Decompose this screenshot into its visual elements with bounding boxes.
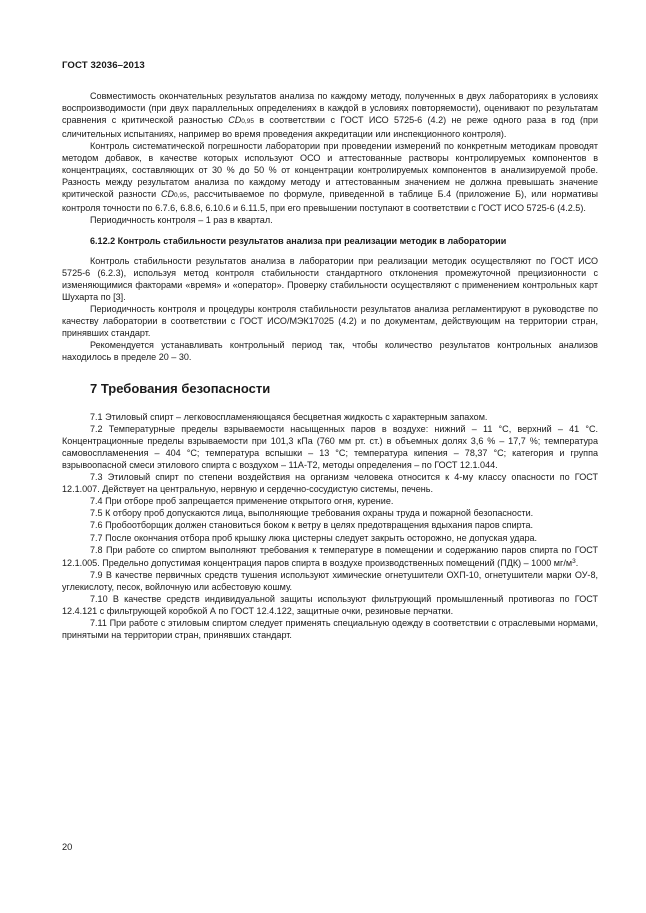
cd-symbol [161,189,174,199]
safety-item-text: 7.8 При работе со спиртом выполняют требования к температуре в помещении и содержанию паров спирта по ГОСТ 12.1.005. Предельно допустимая концентрация паров спирта в воздухе производственных помещений (ПДК) – 1000 мг/м [62,544,598,568]
standard-header: ГОСТ 32036–2013 [62,60,145,71]
safety-item: 7.2 Температурные пределы взрываемости насыщенных паров в воздухе: нижний – 11 °С, верхний – 41 °С. Концентрационные пределы взрываемости при 101,3 кПа (760 мм рт. ст.) в объемных долях 3,6 % – 17,7 %; температура самовоспламенения – 404 °С; температура вспышки – 13 °С; температура кипения – 78,37 °С; категория и группа взрывоопасной смеси этилового спирта с воздухом – 11А-Т2, методы определения – по ГОСТ 12.1.044. [62,424,598,471]
safety-item: 7.6 Пробоотборщик должен становиться боком к ветру в целях предотвращения вдыхания паров спирта. [90,520,534,531]
safety-item: 7.4 При отборе проб запрещается применение открытого огня, курение. [90,496,394,507]
paragraph-compatibility [62,90,598,140]
paragraph-text: Совместимость окончательных результатов анализа по каждому методу, полученных в двух лабораториях в условиях воспроизводимости (при двух параллельных определениях в каждой в условиях повторяемости), оценивают по результатам сравнения с критической разностью [62,91,598,126]
cd-subscript: 0,95 [241,118,254,126]
safety-item: 7.1 Этиловый спирт – легковоспламеняющаяся бесцветная жидкость с характерным запахом. [90,412,488,423]
section-heading: 7 Требования безопасности [90,380,271,396]
cd-symbol [228,115,241,125]
page-number: 20 [62,842,73,852]
safety-item: 7.9 В качестве первичных средств тушения используют химические огнетушители ОХП-10, огнетушители марки ОУ-8, углекислоту, песок, войлочную или асбестовую кошму. [62,569,598,592]
subsection-paragraph: Рекомендуется устанавливать контрольный период так, чтобы количество результатов контрольных анализов находилось в пределе 20 – 30. [62,339,598,362]
safety-item: 7.3 Этиловый спирт по степени воздействия на организм человека относится к 4-му классу опасности по ГОСТ 12.1.007. Действует на центральную, нервную и сердечно-сосудистую системы, печень. [62,472,598,495]
paragraph-text: , рассчитываемое по формуле, приведенной в таблице Б.4 (приложение Б), или нормативы контроля точности по 6.7.6, 6.8.6, 6.10.6 и 6.11.5, при его превышении поступают в соответствии с ГОСТ ИСО 5725-6 (4.2.5). [62,189,598,214]
safety-item: 7.8 При работе со спиртом выполняют требования к температуре в помещении и содержанию паров спирта по ГОСТ 12.1.005. Предельно допустимая концентрация паров спирта в воздухе производственных помещений (ПДК) – 1000 $мг/м^3$. [62,544,598,568]
subsection-paragraph: Контроль стабильности результатов анализа в лаборатории при реализации методик осуществляют по ГОСТ ИСО 5725-6 (6.2.3), используя метод контроля стабильности стандартного отклонения промежуточной прецизионности с изменяющимися факторами «время» и «оператор». Проверку стабильности осуществляют с применением контрольных карт Шухарта по [3]. [62,255,598,302]
paragraph-periodicity: Периодичность контроля – 1 раз в квартал. [90,215,273,226]
unit-superscript: 3 [572,557,576,565]
safety-item: 7.10 В качестве средств индивидуальной защиты используют фильтрующий промышленный противогаз по ГОСТ 12.4.121 с фильтрующей коробкой А по ГОСТ 12.4.122, защитные очки, резиновые перчатки. [62,593,598,616]
safety-item: 7.11 При работе с этиловым спиртом следует применять специальную одежду в соответствии с отраслевыми нормами, принятыми на территории стран, принявших стандарт. [62,617,598,640]
page-content [62,90,598,641]
subsection-heading: 6.12.2 Контроль стабильности результатов анализа при реализации методик в лаборатории [90,235,507,246]
safety-item: 7.5 К отбору проб допускаются лица, выполняющие требования охраны труда и пожарной безопасности. [90,508,534,519]
cd-subscript: 0,95 [174,192,187,200]
paragraph-text: Контроль систематической погрешности лаборатории при проведении измерений по конкретным методикам проводят методом добавок, в качестве которых используют ОСО и аттестованные растворы контролируемых компонентов в концентрациях, составляющих от 30 % до 50 % от концентрации контролируемых компонентов в анализируемой пробе. Разность между результатом анализа по каждому методу и аттестованным значением не должна превышать значение критической разности [62,141,598,200]
paragraph-text: в соответствии с ГОСТ ИСО 5725-6 (4.2) не реже одного раза в год (при сличительных испытаниях, например во время проведения аккредитации или инспекционного контроля). [62,115,598,140]
cd-main: CD [160,189,175,200]
safety-item: 7.7 После окончания отбора проб крышку люка цистерны следует закрыть осторожно, не допуская удара. [90,532,538,543]
subsection-paragraph: Периодичность контроля и процедуры контроля стабильности результатов анализа регламентируют в руководстве по качеству лаборатории в соответствии с ГОСТ ИСО/МЭК17025 (4.2) и по документам, действующим на территории стран, принявших стандарт. [62,303,598,338]
cd-main: CD [228,115,242,126]
paragraph-systematic-error [62,140,598,214]
